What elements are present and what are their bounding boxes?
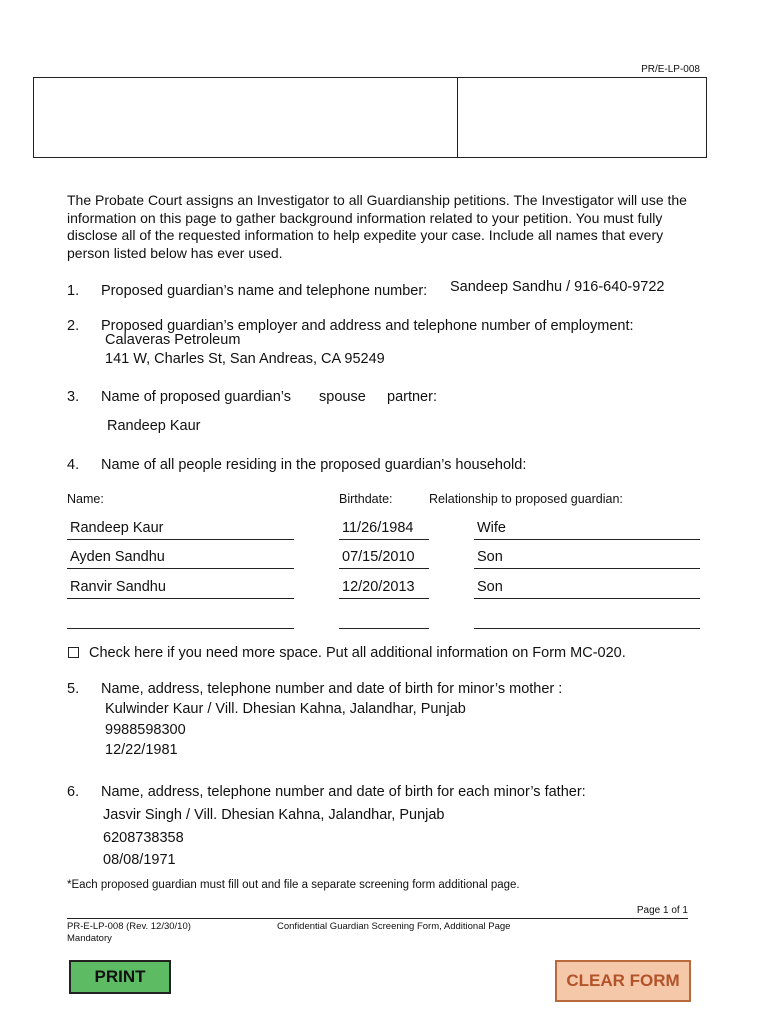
question-number: 2.: [67, 318, 80, 334]
household-name-field[interactable]: Randeep Kaur: [67, 520, 294, 540]
household-relationship-field[interactable]: Son: [474, 579, 700, 599]
case-caption-field[interactable]: [34, 78, 458, 157]
question-number: 3.: [67, 389, 80, 405]
question-label: Proposed guardian’s name and telephone number:: [101, 283, 428, 299]
household-birthdate-field[interactable]: [339, 609, 429, 629]
father-name-address-field[interactable]: Jasvir Singh / Vill. Dhesian Kahna, Jalandhar, Punjab: [103, 807, 445, 823]
intro-paragraph: The Probate Court assigns an Investigator to all Guardianship petitions. The Investigator will use the information on this page to gather background information related to your petition. You must fully disclose all of the requested information to help expedite your case. Include all names that every person listed below has ever used.: [67, 192, 687, 261]
question-label: Name, address, telephone number and date of birth for each minor’s father:: [101, 784, 586, 800]
question-number: 5.: [67, 681, 80, 697]
father-phone-field[interactable]: 6208738358: [103, 830, 184, 846]
mother-phone-field[interactable]: 9988598300: [105, 722, 186, 738]
form-code: PR/E-LP-008: [641, 64, 700, 75]
footer-form-title: Confidential Guardian Screening Form, Additional Page: [277, 921, 511, 932]
clear-form-button[interactable]: CLEAR FORM: [555, 960, 691, 1002]
household-birthdate-field[interactable]: 12/20/2013: [339, 579, 429, 599]
spouse-option[interactable]: spouse: [319, 389, 366, 405]
mother-name-address-field[interactable]: Kulwinder Kaur / Vill. Dhesian Kahna, Jalandhar, Punjab: [105, 701, 466, 717]
column-header-birthdate: Birthdate:: [339, 492, 393, 506]
footnote: *Each proposed guardian must fill out and file a separate screening form additional page.: [67, 879, 520, 891]
employer-address-field[interactable]: 141 W, Charles St, San Andreas, CA 95249: [105, 351, 385, 367]
household-relationship-field[interactable]: Son: [474, 549, 700, 569]
footer-revision: PR-E-LP-008 (Rev. 12/30/10): [67, 921, 191, 932]
partner-option[interactable]: partner:: [387, 389, 437, 405]
column-header-relationship: Relationship to proposed guardian:: [429, 492, 623, 506]
household-name-field[interactable]: [67, 609, 294, 629]
more-space-label: Check here if you need more space. Put all additional information on Form MC-020.: [89, 645, 626, 661]
question-3: [67, 389, 291, 405]
household-relationship-field[interactable]: Wife: [474, 520, 700, 540]
question-label: Name of proposed guardian’s: [101, 389, 291, 405]
question-1: [67, 283, 427, 299]
household-name-field[interactable]: Ayden Sandhu: [67, 549, 294, 569]
household-birthdate-field[interactable]: 07/15/2010: [339, 549, 429, 569]
page-number: Page 1 of 1: [636, 905, 688, 916]
caption-box: [33, 77, 707, 158]
column-header-name: Name:: [67, 492, 104, 506]
question-6: [67, 784, 586, 800]
footer-divider: [67, 918, 688, 919]
question-number: 4.: [67, 457, 80, 473]
question-number: 6.: [67, 784, 80, 800]
spouse-name-field[interactable]: Randeep Kaur: [107, 418, 201, 434]
footer-mandatory: Mandatory: [67, 933, 112, 944]
father-dob-field[interactable]: 08/08/1971: [103, 852, 176, 868]
question-4: [67, 457, 526, 473]
question-label: Name, address, telephone number and date of birth for minor’s mother :: [101, 681, 563, 697]
question-label: Name of all people residing in the proposed guardian’s household:: [101, 457, 527, 473]
household-birthdate-field[interactable]: 11/26/1984: [339, 520, 429, 540]
question-label: Proposed guardian’s employer and address and telephone number of employment:: [101, 318, 634, 334]
household-name-field[interactable]: Ranvir Sandhu: [67, 579, 294, 599]
more-space-checkbox[interactable]: [68, 647, 79, 658]
mother-dob-field[interactable]: 12/22/1981: [105, 742, 178, 758]
question-5: [67, 681, 562, 697]
question-number: 1.: [67, 283, 80, 299]
household-relationship-field[interactable]: [474, 609, 700, 629]
guardian-name-phone-field[interactable]: Sandeep Sandhu / 916-640-9722: [450, 279, 665, 295]
footer-form-info: [67, 921, 191, 945]
employer-name-field[interactable]: Calaveras Petroleum: [105, 332, 241, 348]
print-button[interactable]: PRINT: [69, 960, 171, 994]
